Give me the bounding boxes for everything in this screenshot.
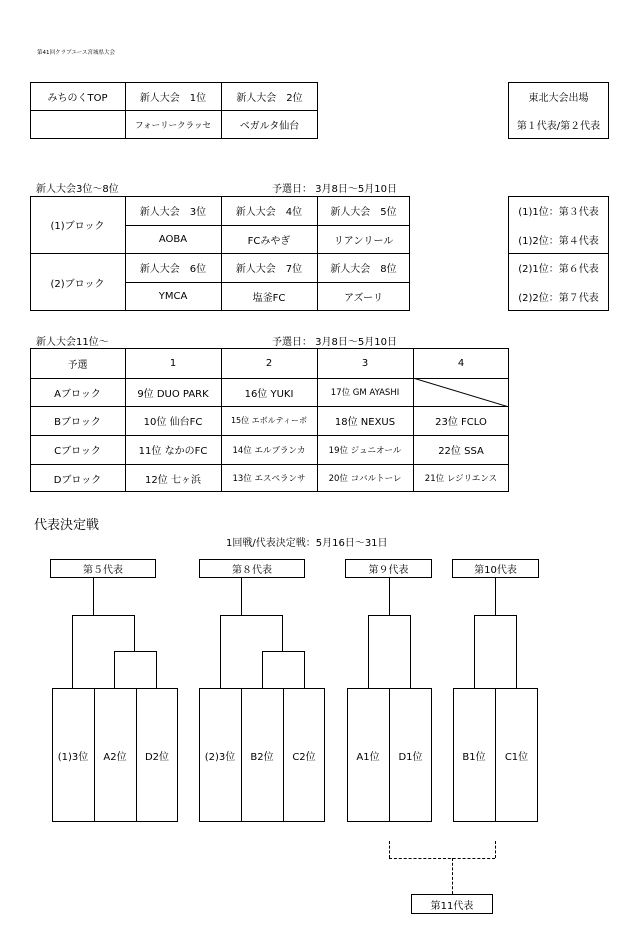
bracket-5-team-2: A2位	[103, 751, 127, 763]
block2-rank8: 新人大会 8位	[330, 264, 397, 275]
row-c-c4: 22位 SSA	[438, 446, 484, 457]
block1-team-lianreel: リアンリール	[333, 235, 394, 247]
bracket-9-team-2: D1位	[398, 751, 423, 763]
row-b-c1: 10位 仙台FC	[143, 417, 203, 428]
row-b-c4: 23位 FCLO	[435, 417, 487, 428]
top-cell-michinoku: みちのくTOP	[47, 92, 108, 104]
sec2-date: 予選日： 3月8日～5月10日	[272, 184, 397, 195]
row-d-c3: 20位 コバルトーレ	[328, 474, 402, 484]
sec3-label: 新人大会11位～	[36, 337, 109, 348]
col-header-4: 4	[457, 357, 465, 369]
row-d-c2: 13位 エスペランサ	[232, 474, 306, 484]
block1-team-aoba: AOBA	[158, 233, 188, 245]
row-d-c1: 12位 七ヶ浜	[145, 474, 201, 486]
block1-rank3: 新人大会 3位	[139, 207, 207, 218]
block1-rank5: 新人大会 5位	[330, 207, 397, 218]
sec4-title: 代表決定戦	[34, 518, 100, 533]
row-c-c3: 19位 ジュニオール	[328, 445, 402, 456]
row-a-c1: 9位 DUO PARK	[137, 388, 209, 400]
bracket-8-team-2: B2位	[250, 751, 274, 763]
block2-rank7: 新人大会 7位	[235, 264, 303, 275]
bracket-10-team-2: C1位	[504, 751, 529, 763]
row-b-c2: 15位 エボルティーボ	[230, 416, 308, 425]
doc-title: 第41回クラブユース宮城県大会	[37, 50, 115, 56]
tohoku-title: 東北大会出場	[528, 92, 589, 104]
row-c-c1: 11位 なかのFC	[138, 446, 208, 457]
block2-name: (2)ブロック	[50, 278, 105, 290]
rep-1-1: (1)1位：第３代表	[518, 207, 599, 218]
block2-team-ymca: YMCA	[158, 291, 188, 302]
row-a-block: Aブロック	[54, 388, 101, 400]
bracket-5-label: 第５代表	[50, 559, 156, 578]
bracket-8-label: 第８代表	[199, 559, 305, 578]
block2-team-shiogama: 塩釜FC	[252, 293, 286, 304]
bracket-8-team-3: C2位	[292, 751, 316, 763]
bracket-9-team-1: A1位	[356, 751, 380, 763]
row-c-block: Cブロック	[54, 446, 101, 457]
sec3-date: 予選日： 3月8日～5月10日	[272, 337, 397, 348]
block2-rank6: 新人大会 6位	[139, 264, 207, 275]
rep-2-1: (2)1位：第６代表	[518, 264, 599, 275]
row-d-c4: 21位 レジリエンス	[424, 474, 498, 484]
tohoku-sub: 第１代表/第２代表	[516, 121, 601, 132]
row-d-block: Dブロック	[53, 474, 102, 486]
empty-cell-diagonal	[413, 378, 509, 407]
top-cell-rank2: 新人大会 2位	[236, 92, 303, 104]
bracket-10-team-1: B1位	[462, 751, 486, 763]
block2-team-azzurri: アズーリ	[343, 293, 384, 304]
top-cell-rank1: 新人大会 1位	[139, 92, 207, 104]
final-label: 第11代表	[411, 894, 493, 914]
rep-2-2: (2)2位：第７代表	[518, 293, 599, 304]
col-header-yosen: 予選	[67, 359, 88, 371]
block1-rank4: 新人大会 4位	[235, 207, 303, 218]
sec2-label: 新人大会3位～8位	[36, 184, 119, 195]
col-header-1: 1	[169, 357, 177, 369]
top-cell-team1: フォーリークラッセ	[135, 120, 211, 131]
row-b-c3: 18位 NEXUS	[334, 417, 396, 428]
row-a-c3: 17位 GM AYASHI	[330, 388, 400, 398]
row-c-c2: 14位 エルブランカ	[232, 445, 306, 456]
block1-name: (1)ブロック	[50, 221, 105, 232]
bracket-5-team-3: D2位	[144, 751, 170, 763]
top-cell-team2: ベガルタ仙台	[239, 121, 300, 132]
bracket-5-team-1: (1)3位	[57, 751, 89, 763]
sec4-date: 1回戦/代表決定戦：5月16日～31日	[226, 538, 388, 549]
bracket-9-label: 第９代表	[345, 559, 432, 578]
row-b-block: Bブロック	[54, 417, 101, 428]
block1-team-fcmiyagi: FCみやぎ	[247, 235, 291, 247]
col-header-2: 2	[265, 357, 273, 369]
bracket-8-team-1: (2)3位	[204, 751, 236, 763]
bracket-10-label: 第10代表	[452, 559, 539, 578]
rep-1-2: (1)2位：第４代表	[518, 235, 599, 247]
row-a-c2: 16位 YUKI	[244, 388, 294, 400]
col-header-3: 3	[361, 357, 369, 369]
